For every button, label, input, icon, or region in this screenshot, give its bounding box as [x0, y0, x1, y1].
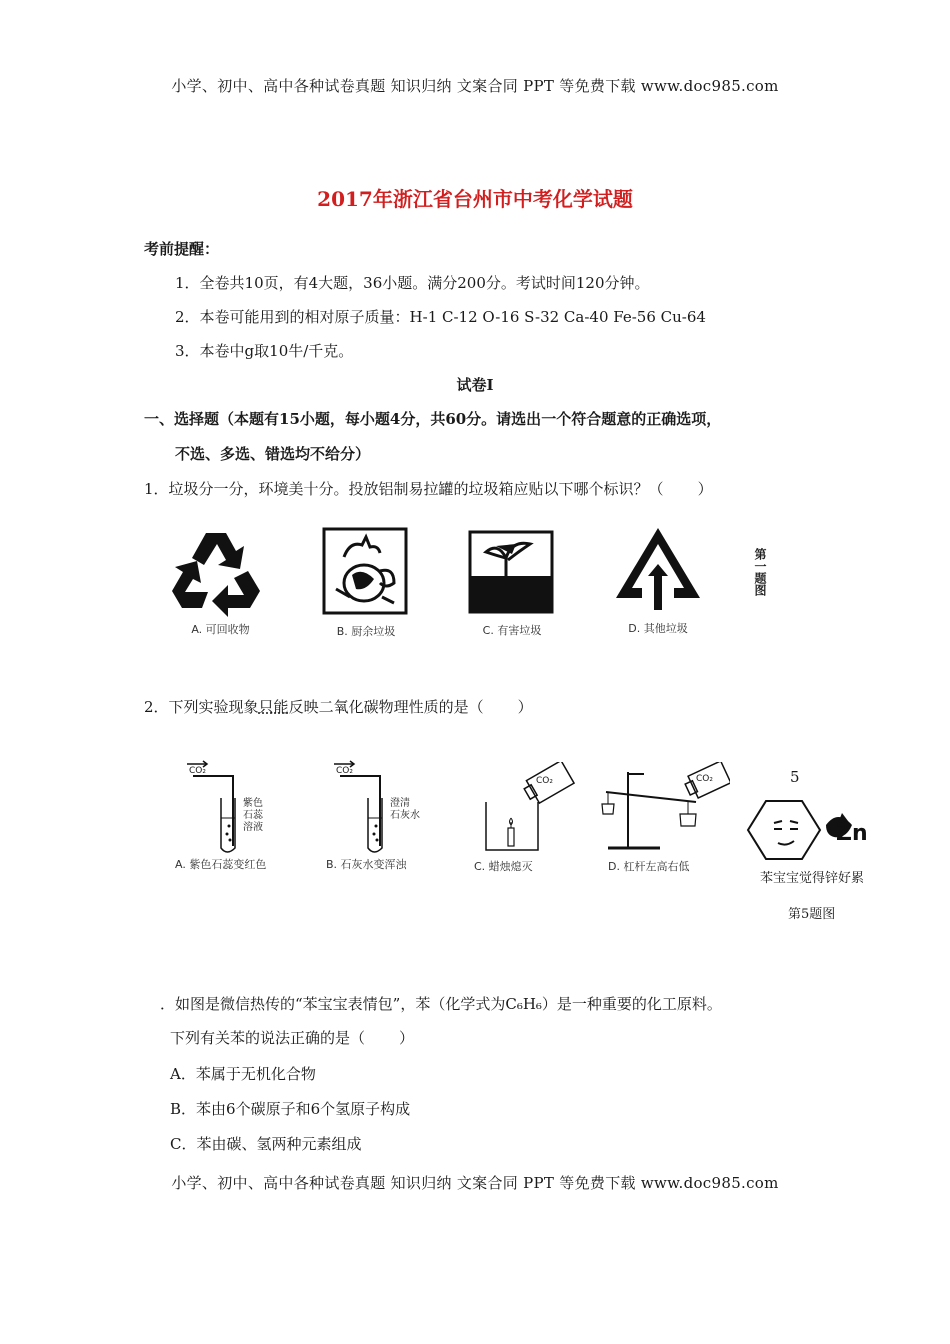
recycle-icon [168, 525, 273, 620]
recycle-sign [168, 525, 273, 635]
experiment-c: CO₂ C. 蜡烛熄灭 [478, 762, 578, 877]
liquid-label: 紫色 石蕊 溶液 [243, 798, 263, 833]
notice-heading: 考前提醒： [144, 240, 220, 258]
question-2-stem: 2．下列实验现象只能反映二氧化碳物理性质的是（ ） [144, 698, 533, 716]
section-label: 试卷Ⅰ [456, 376, 494, 394]
question-5-stem-cont: 下列有关苯的说法正确的是（ ） [170, 1029, 415, 1047]
option-b: B．苯由6个碳原子和6个氢原子构成 [170, 1100, 411, 1118]
notice-item: 2．本卷可能用到的相对原子质量：H-1 C-12 O-16 S-32 Ca-40 Fe-56 Cu-64 [175, 308, 706, 326]
option-label: D. 其他垃圾 [628, 622, 688, 635]
food-waste-icon [322, 527, 410, 617]
figure-5-label: 第5题图 [788, 907, 836, 922]
option-label: D. 杠杆左高右低 [608, 860, 690, 873]
other-waste-icon [612, 524, 704, 614]
benzene-meme [742, 795, 882, 890]
meme-caption: 苯宝宝觉得锌好累 [760, 871, 865, 886]
question-5-number: 5 [790, 768, 800, 786]
option-a: A．苯属于无机化合物 [170, 1065, 316, 1083]
notice-item: 3．本卷中g取10牛/千克。 [175, 342, 354, 360]
experiment-a: CO₂ 紫色 石蕊 溶液 A. 紫色石蕊变红色 [185, 760, 295, 875]
liquid-label: 澄清 石灰水 [390, 798, 420, 821]
option-label: C. 有害垃圾 [482, 624, 542, 637]
option-label: B. 石灰水变浑浊 [326, 858, 407, 871]
question-1-stem: 1．垃圾分一分，环境美十分。投放铝制易拉罐的垃圾箱应贴以下哪个标识？（ ） [144, 480, 713, 498]
option-label: A. 可回收物 [191, 623, 250, 636]
hazard-icon [468, 530, 556, 616]
hazardous-waste-sign [468, 530, 556, 640]
experiment-d: CO₂ D. 杠杆左高右低 [600, 762, 730, 877]
test-tube-icon [185, 760, 295, 860]
option-label: C. 蜡烛熄灭 [474, 860, 533, 873]
part1-heading-cont: 不选、多选、错选均不给分） [175, 445, 371, 463]
kitchen-waste-sign [322, 527, 410, 637]
notice-item: 1．全卷共10页，有4大题，36小题。满分200分。考试时间120分钟。 [175, 274, 650, 292]
page-title: 2017年浙江省台州市中考化学试题 [317, 187, 633, 211]
other-waste-sign [612, 524, 704, 639]
beaker-candle-icon [478, 762, 578, 854]
option-label: B. 厨余垃圾 [336, 625, 396, 638]
option-label: A. 紫色石蕊变红色 [175, 858, 267, 871]
experiment-b: CO₂ 澄清 石灰水 B. 石灰水变浑浊 [332, 760, 442, 875]
page-footer: 小学、初中、高中各种试卷真题 知识归纳 文案合同 PPT 等免费下载 www.doc985.com [171, 1174, 779, 1192]
zinc-label: Zn [836, 821, 868, 846]
figure-1-label: 第一题图 [753, 548, 767, 596]
question-5-stem: ．如图是微信热传的“苯宝宝表情包”，苯（化学式为C₆H₆）是一种重要的化工原料。 [160, 995, 722, 1013]
part1-heading: 一、选择题（本题有15小题，每小题4分，共60分。请选出一个符合题意的正确选项， [144, 410, 722, 428]
option-c: C．苯由碳、氢两种元素组成 [170, 1135, 362, 1153]
test-tube-icon [332, 760, 442, 860]
page-header: 小学、初中、高中各种试卷真题 知识归纳 文案合同 PPT 等免费下载 www.doc985.com [171, 77, 779, 95]
